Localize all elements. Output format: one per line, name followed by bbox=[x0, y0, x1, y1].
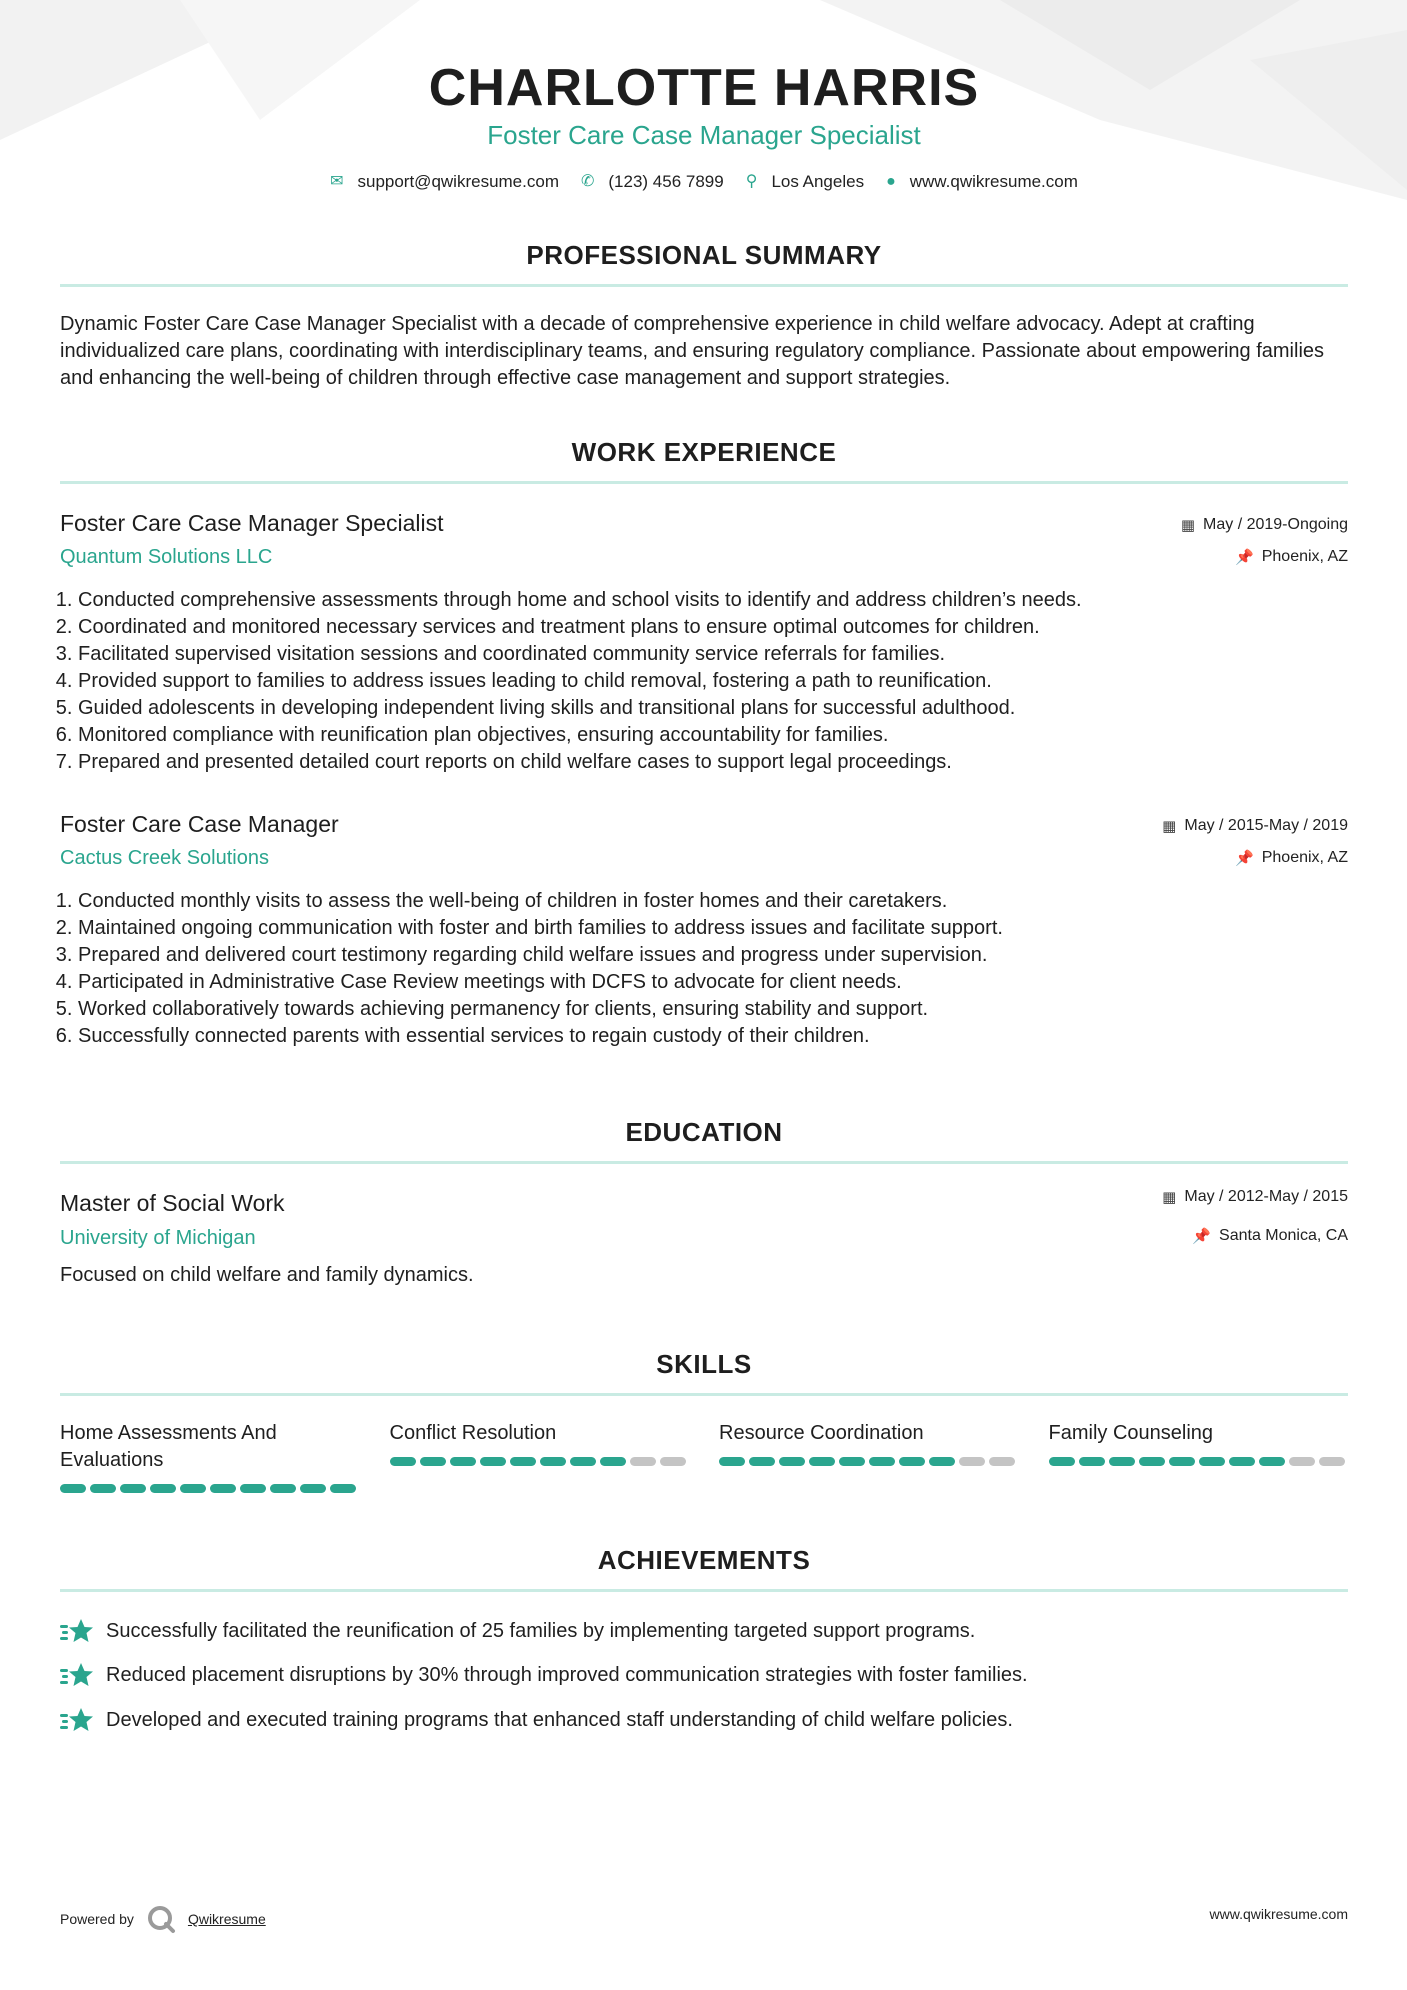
job-location bbox=[1235, 548, 1348, 566]
job-dates bbox=[1181, 516, 1348, 534]
job-location bbox=[1235, 849, 1348, 867]
pin-icon: 📌 bbox=[1192, 1228, 1212, 1245]
skill-segment-filled bbox=[60, 1484, 86, 1493]
skill-segment-filled bbox=[90, 1484, 116, 1493]
skill-segment-filled bbox=[120, 1484, 146, 1493]
list-item: 3. Prepared and delivered court testimony regarding child welfare issues and progress under supervision. bbox=[78, 942, 1348, 969]
summary-divider bbox=[60, 284, 1348, 287]
star-icon bbox=[60, 1706, 94, 1734]
skill-name: Family Counseling bbox=[1048, 1422, 1214, 1444]
candidate-title: Foster Care Case Manager Specialist bbox=[487, 120, 921, 150]
calendar-icon: ▦ bbox=[1180, 517, 1196, 534]
skill-segment-empty bbox=[989, 1457, 1015, 1466]
skill-segment-filled bbox=[749, 1457, 775, 1466]
map-pin-icon: ⚲ bbox=[745, 173, 758, 190]
skill-level-bar bbox=[390, 1457, 690, 1466]
job-duties-list bbox=[60, 888, 1348, 1050]
skill-segment-filled bbox=[1259, 1457, 1285, 1466]
skill-segment-filled bbox=[540, 1457, 566, 1466]
globe-icon: ● bbox=[886, 173, 896, 190]
achievement-text: Developed and executed training programs that enhanced staff understanding of child welfare policies. bbox=[106, 1708, 1013, 1731]
contact-bar bbox=[60, 172, 1348, 192]
skill-level-bar bbox=[719, 1457, 1019, 1466]
skill-segment-filled bbox=[1199, 1457, 1225, 1466]
contact-phone bbox=[581, 172, 724, 192]
list-item: 1. Conducted comprehensive assessments through home and school visits to identify and address children’s needs. bbox=[78, 587, 1348, 614]
list-item: 6. Monitored compliance with reunification plan objectives, ensuring accountability for families. bbox=[78, 722, 1348, 749]
education-location bbox=[1192, 1227, 1348, 1245]
job-duties-list bbox=[60, 587, 1348, 776]
skill-name: Resource Coordination bbox=[719, 1422, 924, 1444]
achievement-item bbox=[60, 1617, 975, 1645]
skill-segment-filled bbox=[1169, 1457, 1195, 1466]
skill-segment-filled bbox=[300, 1484, 326, 1493]
powered-by-label: Powered by bbox=[60, 1911, 134, 1927]
contact-email[interactable] bbox=[330, 172, 559, 192]
qwikresume-logo-icon bbox=[146, 1904, 176, 1934]
contact-website[interactable] bbox=[886, 172, 1078, 192]
list-item: 2. Coordinated and monitored necessary services and treatment plans to ensure optimal outcomes for children. bbox=[78, 614, 1348, 641]
skill-segment-filled bbox=[809, 1457, 835, 1466]
list-item: 5. Worked collaboratively towards achieving permanency for clients, ensuring stability and support. bbox=[78, 996, 1348, 1023]
skills-divider bbox=[60, 1393, 1348, 1396]
skill-segment-filled bbox=[420, 1457, 446, 1466]
education-dates bbox=[1162, 1188, 1348, 1206]
achievement-item bbox=[60, 1706, 1013, 1734]
pin-icon: 📌 bbox=[1235, 549, 1254, 566]
achievement-item bbox=[60, 1661, 1028, 1689]
email-text: support@qwikresume.com bbox=[357, 172, 559, 191]
skill-segment-filled bbox=[330, 1484, 356, 1493]
job-title: Foster Care Case Manager bbox=[60, 811, 339, 837]
list-item: 1. Conducted monthly visits to assess the well-being of children in foster homes and their caretakers. bbox=[78, 888, 1348, 915]
job-dates-text: May / 2019-Ongoing bbox=[1203, 516, 1348, 533]
skills-heading: SKILLS bbox=[656, 1349, 752, 1379]
skill-segment-filled bbox=[570, 1457, 596, 1466]
phone-text: (123) 456 7899 bbox=[608, 172, 724, 191]
skill-segment-filled bbox=[779, 1457, 805, 1466]
job-location-text: Phoenix, AZ bbox=[1261, 849, 1348, 866]
skill-segment-filled bbox=[270, 1484, 296, 1493]
skill-segment-filled bbox=[180, 1484, 206, 1493]
skill-segment-filled bbox=[869, 1457, 895, 1466]
skill-segment-filled bbox=[719, 1457, 745, 1466]
skill-segment-filled bbox=[240, 1484, 266, 1493]
brand-link[interactable]: Qwikresume bbox=[187, 1911, 266, 1927]
achievement-text: Successfully facilitated the reunification of 25 families by implementing targeted support programs. bbox=[106, 1619, 976, 1642]
education-note: Focused on child welfare and family dynamics. bbox=[60, 1264, 474, 1286]
summary-heading: PROFESSIONAL SUMMARY bbox=[526, 240, 882, 270]
list-item: 2. Maintained ongoing communication with foster and birth families to address issues and facilitate support. bbox=[78, 915, 1348, 942]
list-item: 4. Provided support to families to address issues leading to child removal, fostering a path to reunification. bbox=[78, 668, 1348, 695]
star-icon bbox=[60, 1617, 94, 1645]
list-item: 5. Guided adolescents in developing independent living skills and transitional plans for successful adulthood. bbox=[78, 695, 1348, 722]
skill-segment-empty bbox=[660, 1457, 686, 1466]
calendar-icon: ▦ bbox=[1162, 818, 1177, 835]
skill-segment-filled bbox=[450, 1457, 476, 1466]
education-heading: EDUCATION bbox=[625, 1117, 783, 1147]
education-location-text: Santa Monica, CA bbox=[1219, 1227, 1348, 1244]
envelope-icon: ✉ bbox=[330, 173, 344, 190]
skill-segment-filled bbox=[839, 1457, 865, 1466]
education-degree: Master of Social Work bbox=[60, 1190, 285, 1216]
skills-grid bbox=[60, 1420, 1348, 1493]
list-item: 6. Successfully connected parents with essential services to regain custody of their children. bbox=[78, 1023, 1348, 1050]
contact-location bbox=[746, 172, 864, 192]
education-school: University of Michigan bbox=[60, 1227, 256, 1249]
pin-icon: 📌 bbox=[1235, 850, 1254, 867]
skill-name: Conflict Resolution bbox=[389, 1422, 557, 1444]
experience-heading: WORK EXPERIENCE bbox=[571, 437, 837, 467]
achievement-text: Reduced placement disruptions by 30% through improved communication strategies with foster families. bbox=[106, 1663, 1028, 1686]
skill-segment-filled bbox=[150, 1484, 176, 1493]
phone-icon: ✆ bbox=[580, 173, 595, 190]
skill-segment-filled bbox=[480, 1457, 506, 1466]
candidate-name: CHARLOTTE HARRIS bbox=[428, 59, 980, 117]
skill-segment-filled bbox=[1079, 1457, 1105, 1466]
skill-item bbox=[390, 1420, 690, 1493]
skill-segment-filled bbox=[1229, 1457, 1255, 1466]
job-title: Foster Care Case Manager Specialist bbox=[60, 510, 444, 536]
skill-segment-filled bbox=[899, 1457, 925, 1466]
footer-powered-by bbox=[60, 1904, 266, 1934]
experience-divider bbox=[60, 481, 1348, 484]
skill-segment-filled bbox=[929, 1457, 955, 1466]
education-dates-text: May / 2012-May / 2015 bbox=[1184, 1188, 1348, 1205]
skill-segment-filled bbox=[1109, 1457, 1135, 1466]
job-dates bbox=[1162, 817, 1348, 835]
calendar-icon: ▦ bbox=[1162, 1189, 1177, 1206]
skill-segment-empty bbox=[1319, 1457, 1345, 1466]
summary-text: Dynamic Foster Care Case Manager Specialist with a decade of comprehensive experience in child welfare advocacy. Adept at crafting individualized care plans, coordinating with interdisciplinary teams, and ensuring regulatory compliance. Passionate about empowering families and enhancing the well-being of children through effective case management and support strategies. bbox=[60, 313, 1325, 389]
skill-item bbox=[1049, 1420, 1349, 1493]
skill-name: Home Assessments And Evaluations bbox=[60, 1422, 277, 1471]
skill-level-bar bbox=[60, 1484, 360, 1493]
job-dates-text: May / 2015-May / 2019 bbox=[1184, 817, 1348, 834]
job-company: Quantum Solutions LLC bbox=[60, 546, 273, 568]
skill-level-bar bbox=[1049, 1457, 1349, 1466]
skill-segment-filled bbox=[1049, 1457, 1075, 1466]
skill-segment-filled bbox=[510, 1457, 536, 1466]
list-item: 4. Participated in Administrative Case Review meetings with DCFS to advocate for client needs. bbox=[78, 969, 1348, 996]
website-text: www.qwikresume.com bbox=[909, 172, 1078, 191]
skill-item bbox=[719, 1420, 1019, 1493]
skill-segment-empty bbox=[959, 1457, 985, 1466]
skill-segment-filled bbox=[210, 1484, 236, 1493]
achievements-heading: ACHIEVEMENTS bbox=[597, 1545, 811, 1575]
skill-segment-empty bbox=[1289, 1457, 1315, 1466]
footer-website[interactable]: www.qwikresume.com bbox=[1209, 1906, 1348, 1922]
job-company: Cactus Creek Solutions bbox=[60, 847, 269, 869]
star-icon bbox=[60, 1661, 94, 1689]
skill-segment-empty bbox=[630, 1457, 656, 1466]
skill-segment-filled bbox=[600, 1457, 626, 1466]
skill-segment-filled bbox=[390, 1457, 416, 1466]
list-item: 7. Prepared and presented detailed court reports on child welfare cases to support legal proceedings. bbox=[78, 749, 1348, 776]
skill-segment-filled bbox=[1139, 1457, 1165, 1466]
location-text: Los Angeles bbox=[771, 172, 865, 191]
skill-item bbox=[60, 1420, 360, 1493]
job-location-text: Phoenix, AZ bbox=[1261, 548, 1348, 565]
achievements-divider bbox=[60, 1589, 1348, 1592]
list-item: 3. Facilitated supervised visitation sessions and coordinated community service referrals for families. bbox=[78, 641, 1348, 668]
education-divider bbox=[60, 1161, 1348, 1164]
